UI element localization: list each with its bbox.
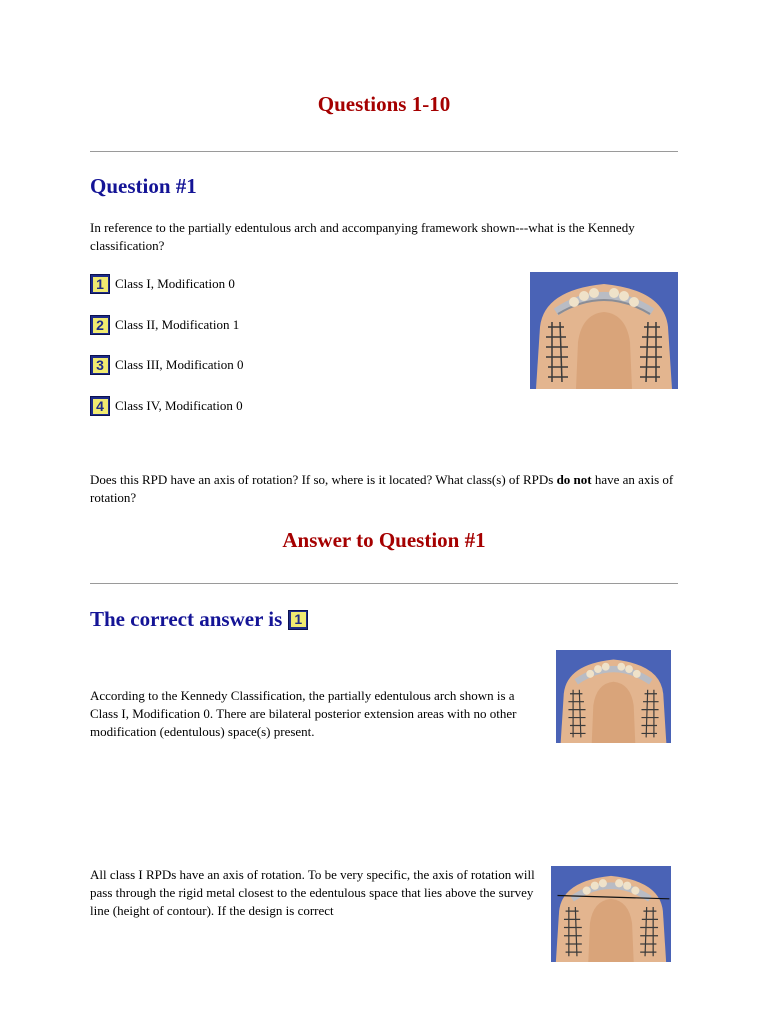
option-3[interactable] bbox=[90, 355, 244, 375]
answer-explanation: According to the Kennedy Classification, the partially edentulous arch shown is a Class I, Modification 0. There are bilateral posterior extension areas with no other modification (edentulous) space(s) present. bbox=[90, 688, 517, 739]
axis-of-rotation-text: All class I RPDs have an axis of rotation. To be very specific, the axis of rotation will pass through the rigid metal closest to the edentulous space that lies above the survey line (height of contour). If the design is correct bbox=[90, 867, 535, 918]
emphasis-text: do not bbox=[556, 472, 592, 487]
divider bbox=[90, 151, 678, 152]
number-2-icon: 2 bbox=[90, 315, 110, 335]
option-2[interactable] bbox=[90, 315, 239, 335]
dental-cast-photo bbox=[556, 650, 671, 743]
question-text: In reference to the partially edentulous arch and accompanying framework shown---what is the Kennedy classification? bbox=[90, 220, 635, 253]
divider bbox=[90, 583, 678, 584]
option-label: Class IV, Modification 0 bbox=[115, 398, 243, 413]
number-1-icon: 1 bbox=[288, 610, 308, 630]
dental-cast-photo bbox=[530, 272, 678, 389]
correct-answer-heading: The correct answer is 1 bbox=[90, 607, 313, 632]
number-4-icon: 4 bbox=[90, 396, 110, 416]
question-heading: Question #1 bbox=[90, 174, 197, 198]
option-4[interactable] bbox=[90, 396, 243, 416]
dental-cast-axis-photo bbox=[551, 866, 671, 962]
option-label: Class III, Modification 0 bbox=[115, 357, 244, 372]
number-3-icon: 3 bbox=[90, 355, 110, 375]
answer-link[interactable]: Answer to Question #1 bbox=[282, 528, 486, 552]
option-label: Class II, Modification 1 bbox=[115, 317, 240, 332]
option-1[interactable] bbox=[90, 274, 235, 294]
number-1-icon: 1 bbox=[90, 274, 110, 294]
option-label: Class I, Modification 0 bbox=[115, 276, 235, 291]
page-title: Questions 1-10 bbox=[317, 92, 451, 116]
followup-question: Does this RPD have an axis of rotation? If so, where is it located? What class(s) of RPDs do not have an axis of rotation? bbox=[90, 472, 674, 505]
